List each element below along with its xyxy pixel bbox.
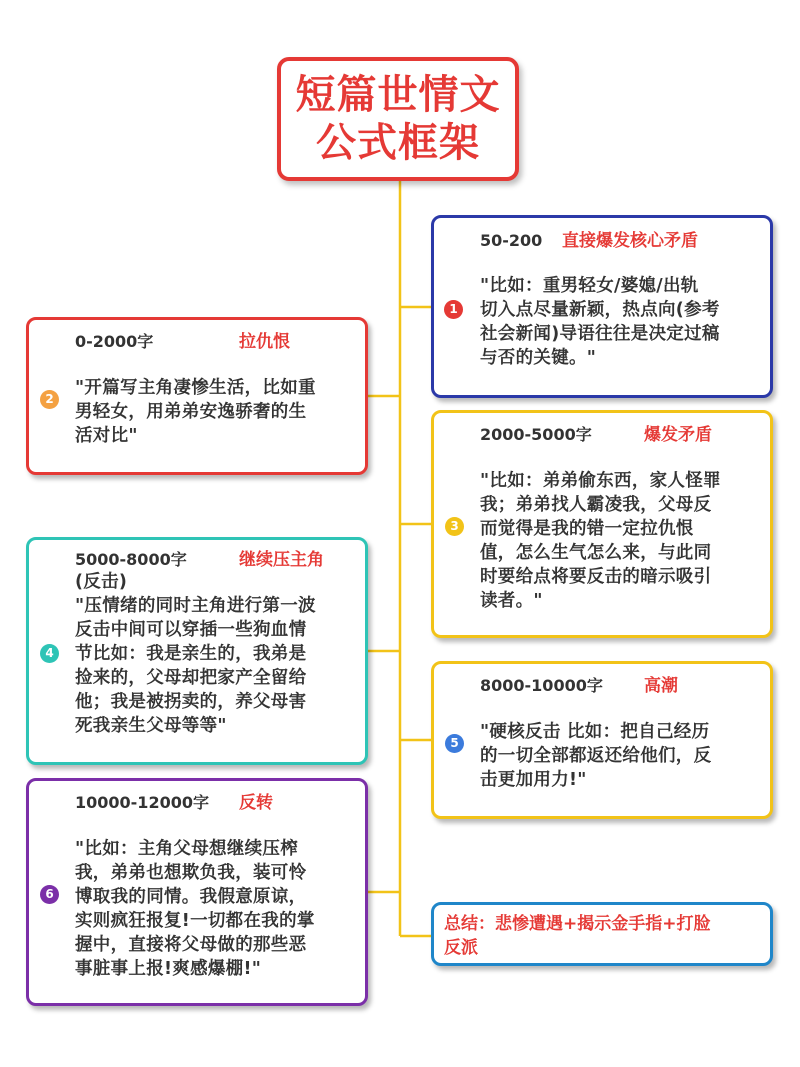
section-3-number-badge: 3 <box>445 517 464 536</box>
section-4-label: 继续压主角 <box>239 550 324 570</box>
section-2-description: "开篇写主角凄惨生活，比如重 男轻女，用弟弟安逸骄奢的生 活对比" <box>75 378 316 446</box>
section-3-description: "比如：弟弟偷东西，家人怪罪 我；弟弟找人霸凌我，父母反 而觉得是我的错一定拉仇恨 值，怎么生气怎么来，与此同 时要给点将要反击的暗示吸引 读者。" <box>480 471 721 611</box>
section-3-label: 爆发矛盾 <box>644 425 712 445</box>
section-4-description: (反击) "压情绪的同时主角进行第一波 反击中间可以穿插一些狗血情 节比如：我是亲生的，我弟是 捡来的，父母却把家产全留给 他；我是被拐卖的，养父母害 死我亲生父母等等" <box>75 572 316 736</box>
section-6-range: 10000-12000字 <box>75 793 209 812</box>
section-card-5 <box>431 661 773 819</box>
section-card-3 <box>431 410 773 638</box>
title-box <box>277 57 519 181</box>
section-6-number-badge: 6 <box>40 885 59 904</box>
section-4-range: 5000-8000字 <box>75 550 187 569</box>
section-5-number-badge: 5 <box>445 734 464 753</box>
summary-text: 总结：悲惨遭遇+揭示金手指+打脸 反派 <box>444 914 711 958</box>
section-4-number-badge: 4 <box>40 644 59 663</box>
title-line-2: 公式框架 <box>316 120 480 166</box>
section-2-number-badge: 2 <box>40 390 59 409</box>
section-1-description: "比如：重男轻女/婆媳/出轨 切入点尽量新颖，热点向(参考 社会新闻)导语往往是决定过稿 与否的关键。" <box>480 276 720 368</box>
section-5-range: 8000-10000字 <box>480 676 603 695</box>
section-5-label: 高潮 <box>644 676 678 696</box>
section-card-2 <box>26 317 368 475</box>
section-card-1 <box>431 215 773 398</box>
section-1-range: 50-200 <box>480 231 543 250</box>
section-card-6 <box>26 778 368 1006</box>
title-line-1: 短篇世情文 <box>295 72 501 118</box>
section-card-4 <box>26 537 368 765</box>
section-6-description: "比如：主角父母想继续压榨 我，弟弟也想欺负我，装可怜 博取我的同情。我假意原谅， 实则疯狂报复!一切都在我的掌 握中，直接将父母做的那些恶 事脏事上报!爽感爆棚!" <box>75 839 315 979</box>
section-1-label: 直接爆发核心矛盾 <box>562 231 698 251</box>
section-6-label: 反转 <box>239 793 273 813</box>
section-1-number-badge: 1 <box>444 300 463 319</box>
section-2-range: 0-2000字 <box>75 332 154 351</box>
summary-card <box>431 902 773 966</box>
section-3-range: 2000-5000字 <box>480 425 592 444</box>
section-2-label: 拉仇恨 <box>239 332 290 352</box>
section-5-description: "硬核反击 比如：把自己经历 的一切全部都返还给他们，反 击更加用力!" <box>480 722 712 790</box>
